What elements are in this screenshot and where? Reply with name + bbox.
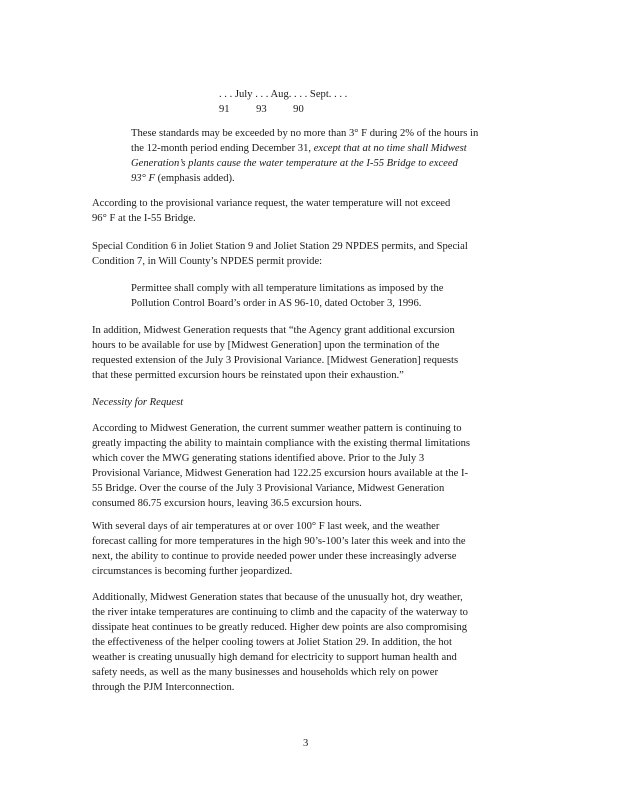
paragraph-line: which cover the MWG generating stations identified above. Prior to the July 3 xyxy=(92,453,425,464)
emphasized-text: Generation’s plants cause the water temperature at the I-55 Bridge to exceed xyxy=(131,158,458,169)
paragraph-line: According to the provisional variance request, the water temperature will not exceed xyxy=(92,198,451,209)
paragraph-line: 93° F (emphasis added). xyxy=(131,173,235,184)
paragraph-line: 96° F at the I-55 Bridge. xyxy=(92,213,196,224)
weather-impact-paragraph xyxy=(92,421,532,511)
paragraph-line: Special Condition 6 in Joliet Station 9 and Joliet Station 29 NPDES permits, and Special xyxy=(92,241,468,252)
paragraph-line: Condition 7, in Will County’s NPDES permit provide: xyxy=(92,256,323,267)
paragraph-line: According to Midwest Generation, the current summer weather pattern is continuing to xyxy=(92,423,462,434)
paragraph-line: the effectiveness of the helper cooling towers at Joliet Station 29. In addition, the hot xyxy=(92,637,452,648)
paragraph-line: that these permitted excursion hours be reinstated upon their exhaustion.” xyxy=(92,370,404,381)
quote-line: Permittee shall comply with all temperature limitations as imposed by the xyxy=(131,283,444,294)
paragraph-line: In addition, Midwest Generation requests that “the Agency grant additional excursion xyxy=(92,325,455,336)
paragraph-line: Provisional Variance, Midwest Generation had 122.25 excursion hours available at the I- xyxy=(92,468,469,479)
special-condition-paragraph xyxy=(92,239,532,269)
paragraph-line: Additionally, Midwest Generation states that because of the unusually hot, dry weather, xyxy=(92,592,463,603)
paragraph-line: With several days of air temperatures at or over 100° F last week, and the weather xyxy=(92,521,440,532)
paragraph-line: These standards may be exceeded by no more than 3° F during 2% of the hours in xyxy=(131,128,479,139)
paragraph-line xyxy=(131,156,531,171)
month-header-row: . . . July . . . Aug. . . . Sept. . . . xyxy=(219,89,348,100)
paragraph-line: greatly impacting the ability to maintain compliance with the existing thermal limitations xyxy=(92,438,471,449)
standards-paragraph xyxy=(131,126,531,186)
paragraph-line: dissipate heat continues to be greatly reduced. Higher dew points are also compromising xyxy=(92,622,468,633)
paragraph-line: next, the ability to continue to provide needed power under these increasingly adverse xyxy=(92,551,457,562)
paragraph-line: consumed 86.75 excursion hours, leaving 36.5 excursion hours. xyxy=(92,498,362,509)
paragraph-line: circumstances is becoming further jeopardized. xyxy=(92,566,293,577)
air-temperature-paragraph xyxy=(92,519,532,579)
emphasized-text: except that at no time shall Midwest xyxy=(311,143,467,154)
month-values-row: 91 93 90 xyxy=(219,104,304,115)
quote-line: Pollution Control Board’s order in AS 96-10, dated October 3, 1996. xyxy=(131,298,422,309)
paragraph-line: the 12-month period ending December 31, except that at no time shall Midwest xyxy=(131,143,467,154)
permit-quote xyxy=(131,281,531,311)
paragraph-line: forecast calling for more temperatures in the high 90’s-100’s later this week and into the xyxy=(92,536,466,547)
paragraph-line: requested extension of the July 3 Provisional Variance. [Midwest Generation] requests xyxy=(92,355,459,366)
paragraph-line: through the PJM Interconnection. xyxy=(92,682,235,693)
emphasized-text: 93° F xyxy=(131,173,155,184)
monthly-temperature-table xyxy=(219,87,347,117)
paragraph-line: safety needs, as well as the many businesses and households which rely on power xyxy=(92,667,438,678)
paragraph-line: the river intake temperatures are continuing to climb and the capacity of the waterway to xyxy=(92,607,468,618)
river-intake-paragraph xyxy=(92,590,532,695)
paragraph-line: 55 Bridge. Over the course of the July 3 Provisional Variance, Midwest Generation xyxy=(92,483,445,494)
paragraph-line: hours to be available for use by [Midwest Generation] upon the termination of the xyxy=(92,340,440,351)
page-number: 3 xyxy=(303,738,309,749)
variance-request-paragraph xyxy=(92,196,532,226)
paragraph-line: weather is creating unusually high demand for electricity to support human health and xyxy=(92,652,457,663)
section-heading: Necessity for Request xyxy=(92,397,184,408)
excursion-hours-paragraph xyxy=(92,323,532,383)
